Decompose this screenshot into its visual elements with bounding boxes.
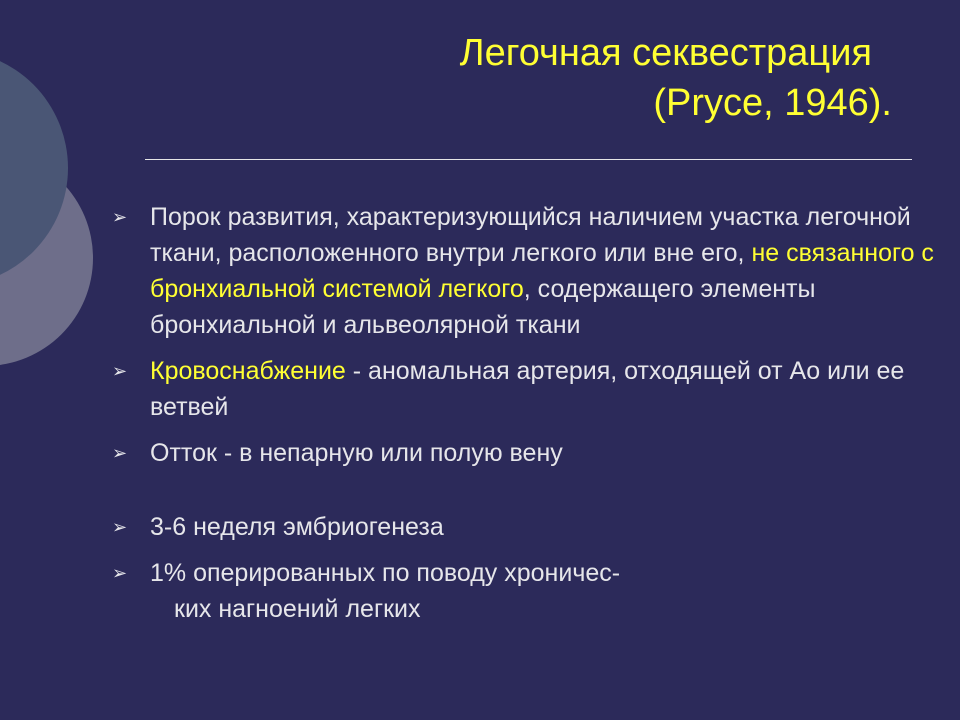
item-highlight: не связанного с бронхиальной системой легкого bbox=[150, 239, 934, 303]
list-item bbox=[112, 435, 942, 471]
list-item bbox=[112, 199, 942, 343]
title-line-1: Легочная секвестрация bbox=[459, 32, 872, 74]
item-highlight: Кровоснабжение bbox=[150, 357, 346, 385]
arrow-bullet-icon: ➢ bbox=[112, 563, 128, 583]
item-text: 1% оперированных по поводу хроничес- bbox=[150, 559, 621, 587]
arrow-bullet-icon: ➢ bbox=[112, 517, 128, 537]
arrow-bullet-icon: ➢ bbox=[112, 207, 128, 227]
item-text: - аномальная артерия, отходящей от Ао или ее ветвей bbox=[150, 357, 905, 421]
arrow-bullet-icon: ➢ bbox=[112, 443, 128, 463]
item-text: Порок развития, характеризующийся наличием участка легочной ткани, расположенного внутри легкого или вне его, bbox=[150, 203, 911, 267]
slide-title bbox=[292, 28, 892, 128]
item-text: , содержащего элементы бронхиальной и альвеолярной ткани bbox=[150, 275, 816, 339]
bullet-list bbox=[112, 199, 942, 637]
item-text-continuation: ких нагноений легких bbox=[174, 595, 421, 623]
arrow-bullet-icon: ➢ bbox=[112, 361, 128, 381]
list-item bbox=[112, 509, 942, 545]
title-divider bbox=[145, 159, 912, 160]
item-text: Отток - в непарную или полую вену bbox=[150, 439, 563, 467]
list-item bbox=[112, 353, 942, 425]
list-item bbox=[112, 555, 942, 627]
item-text: 3-6 неделя эмбриогенеза bbox=[150, 513, 444, 541]
title-line-2: (Pryce, 1946). bbox=[653, 82, 892, 124]
